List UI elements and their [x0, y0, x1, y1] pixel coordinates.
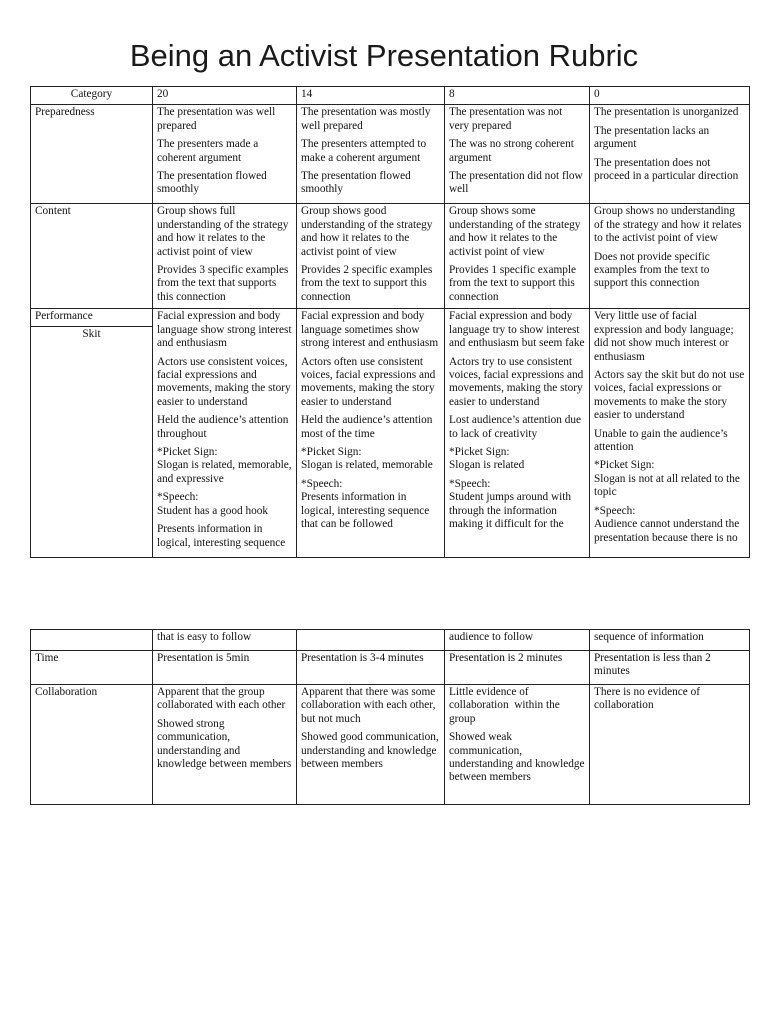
criteria-text: The presentation is unorganized: [594, 106, 739, 119]
criteria-cell: [153, 309, 297, 557]
row-content: [31, 204, 750, 309]
criteria-text: Actors try to use consistent voices, facial expressions and movements, making the story easier to understand: [449, 355, 584, 408]
criteria-text: The presenters attempted to make a coherent argument: [301, 138, 427, 164]
criteria-text: that is easy to follow: [157, 631, 252, 643]
criteria-cell: [297, 309, 445, 557]
category-sublabel: Skit: [31, 326, 152, 341]
criteria-cell: [445, 105, 590, 203]
criteria-cell: [445, 685, 590, 804]
criteria-text: Showed strong communication, understanding and knowledge between members: [157, 717, 292, 771]
criteria-text: Unable to gain the audience’s attention: [594, 427, 728, 454]
criteria-text: The presentation lacks an argument: [594, 124, 710, 151]
criteria-text: Presentation is 2 minutes: [449, 652, 563, 664]
criteria-text: Does not provide specific examples from the text to support this connection: [594, 250, 710, 290]
category-label: [31, 630, 153, 650]
criteria-cell: [153, 630, 297, 650]
category-label: Time: [31, 651, 153, 684]
row-time: [31, 651, 750, 685]
criteria-text: *Picket Sign: Slogan is related: [449, 446, 525, 472]
criteria-cell: [153, 651, 297, 684]
criteria-cell: [590, 204, 750, 308]
criteria-text: The was no strong coherent argument: [449, 138, 574, 164]
criteria-text: *Speech: Audience cannot understand the presentation because there is no: [594, 504, 740, 544]
criteria-text: Group shows no understanding of the strategy and how it relates to the activist point of view: [594, 205, 742, 245]
criteria-text: Presentation is 3-4 minutes: [301, 652, 424, 664]
criteria-text: Held the audience’s attention throughout: [157, 414, 289, 440]
criteria-text: Actors often use consistent voices, facial expressions and movements, making the story easier to understand: [301, 355, 436, 408]
criteria-text: Showed weak communication, understanding and knowledge between members: [449, 731, 585, 784]
criteria-cell: [590, 309, 750, 557]
criteria-text: The presenters made a coherent argument: [157, 138, 259, 164]
criteria-text: Lost audience’s attention due to lack of creativity: [449, 414, 582, 440]
category-label-text: Performance: [35, 310, 93, 323]
criteria-text: *Picket Sign: Slogan is not at all related to the topic: [594, 459, 740, 499]
criteria-text: *Picket Sign: Slogan is related, memorable, and expressive: [157, 446, 292, 485]
row-collaboration: [31, 685, 750, 805]
criteria-cell: [590, 651, 750, 684]
category-label: [31, 309, 153, 557]
header-score-0: 0: [590, 87, 750, 104]
criteria-text: Little evidence of collaboration within the group: [449, 686, 563, 725]
criteria-cell: [297, 105, 445, 203]
category-label: Collaboration: [31, 685, 153, 804]
criteria-cell: [445, 309, 590, 557]
header-row: [31, 87, 750, 105]
criteria-cell: [297, 651, 445, 684]
criteria-cell: [297, 204, 445, 308]
header-category: Category: [31, 87, 153, 104]
criteria-text: *Speech: Student jumps around with through the information making it difficult for the: [449, 477, 572, 531]
category-label: Content: [31, 204, 153, 308]
criteria-cell: [297, 630, 445, 650]
criteria-cell: [445, 630, 590, 650]
row-preparedness: [31, 105, 750, 204]
criteria-text: Apparent that the group collaborated with each other: [157, 686, 286, 712]
criteria-text: Group shows full understanding of the strategy and how it relates to the activist point of view: [157, 205, 289, 258]
criteria-text: Provides 1 specific example from the text to support this connection: [449, 264, 577, 303]
criteria-cell: [590, 105, 750, 203]
criteria-text: Presentation is 5min: [157, 652, 250, 664]
criteria-cell: [297, 685, 445, 804]
criteria-text: Facial expression and body language show strong interest and enthusiasm: [157, 310, 292, 350]
criteria-cell: [153, 685, 297, 804]
criteria-cell: [445, 204, 590, 308]
criteria-text: *Picket Sign: Slogan is related, memorable: [301, 446, 433, 472]
page-title: Being an Activist Presentation Rubric: [129, 38, 639, 73]
criteria-text: The presentation flowed smoothly: [157, 170, 267, 196]
header-score-14: 14: [297, 87, 445, 104]
row-performance: [31, 309, 750, 558]
criteria-text: Presentation is less than 2 minutes: [594, 652, 711, 678]
rubric-table-page-2: [30, 629, 750, 805]
category-label: Preparedness: [31, 105, 153, 203]
criteria-text: Facial expression and body language try to show interest and enthusiasm but seem fake: [449, 310, 585, 350]
criteria-cell: [590, 630, 750, 650]
rubric-table-page-1: [30, 86, 750, 558]
criteria-text: There is no evidence of collaboration: [594, 686, 701, 712]
criteria-text: Facial expression and body language sometimes show strong interest and enthusiasm: [301, 310, 439, 350]
criteria-text: The presentation did not flow well: [449, 170, 583, 196]
criteria-text: Provides 3 specific examples from the text that supports this connection: [157, 264, 289, 303]
row-continued: [31, 630, 750, 651]
header-score-8: 8: [445, 87, 590, 104]
criteria-text: Presents information in logical, interesting sequence: [157, 523, 286, 549]
criteria-cell: [153, 204, 297, 308]
criteria-text: *Speech: Presents information in logical, interesting sequence that can be followed: [301, 477, 430, 531]
criteria-text: Actors say the skit but do not use voices, facial expressions or movements to make the story easier to understand: [594, 369, 745, 422]
header-score-20: 20: [153, 87, 297, 104]
criteria-text: Apparent that there was some collaboration with each other, but not much: [301, 686, 436, 725]
criteria-text: The presentation was well prepared: [157, 106, 276, 132]
criteria-text: Provides 2 specific examples from the text to support this connection: [301, 264, 433, 303]
criteria-text: Actors use consistent voices, facial expressions and movements, making the story easier to understand: [157, 355, 291, 408]
criteria-cell: [590, 685, 750, 804]
criteria-cell: [445, 651, 590, 684]
criteria-text: Showed good communication, understanding and knowledge between members: [301, 731, 439, 771]
criteria-text: The presentation does not proceed in a particular direction: [594, 156, 739, 183]
criteria-text: Very little use of facial expression and body language; did not show much interest or enthusiasm: [594, 310, 734, 363]
criteria-text: audience to follow: [449, 631, 534, 643]
criteria-cell: [153, 105, 297, 203]
criteria-text: Group shows some understanding of the strategy and how it relates to the activist point of view: [449, 205, 581, 258]
criteria-text: The presentation was not very prepared: [449, 106, 563, 132]
criteria-text: Group shows good understanding of the strategy and how it relates to the activist point of view: [301, 205, 433, 258]
criteria-text: *Speech: Student has a good hook: [157, 491, 269, 517]
criteria-text: sequence of information: [594, 631, 704, 643]
criteria-text: The presentation was mostly well prepared: [301, 106, 431, 132]
criteria-text: The presentation flowed smoothly: [301, 170, 411, 196]
criteria-text: Held the audience’s attention most of the time: [301, 414, 433, 440]
